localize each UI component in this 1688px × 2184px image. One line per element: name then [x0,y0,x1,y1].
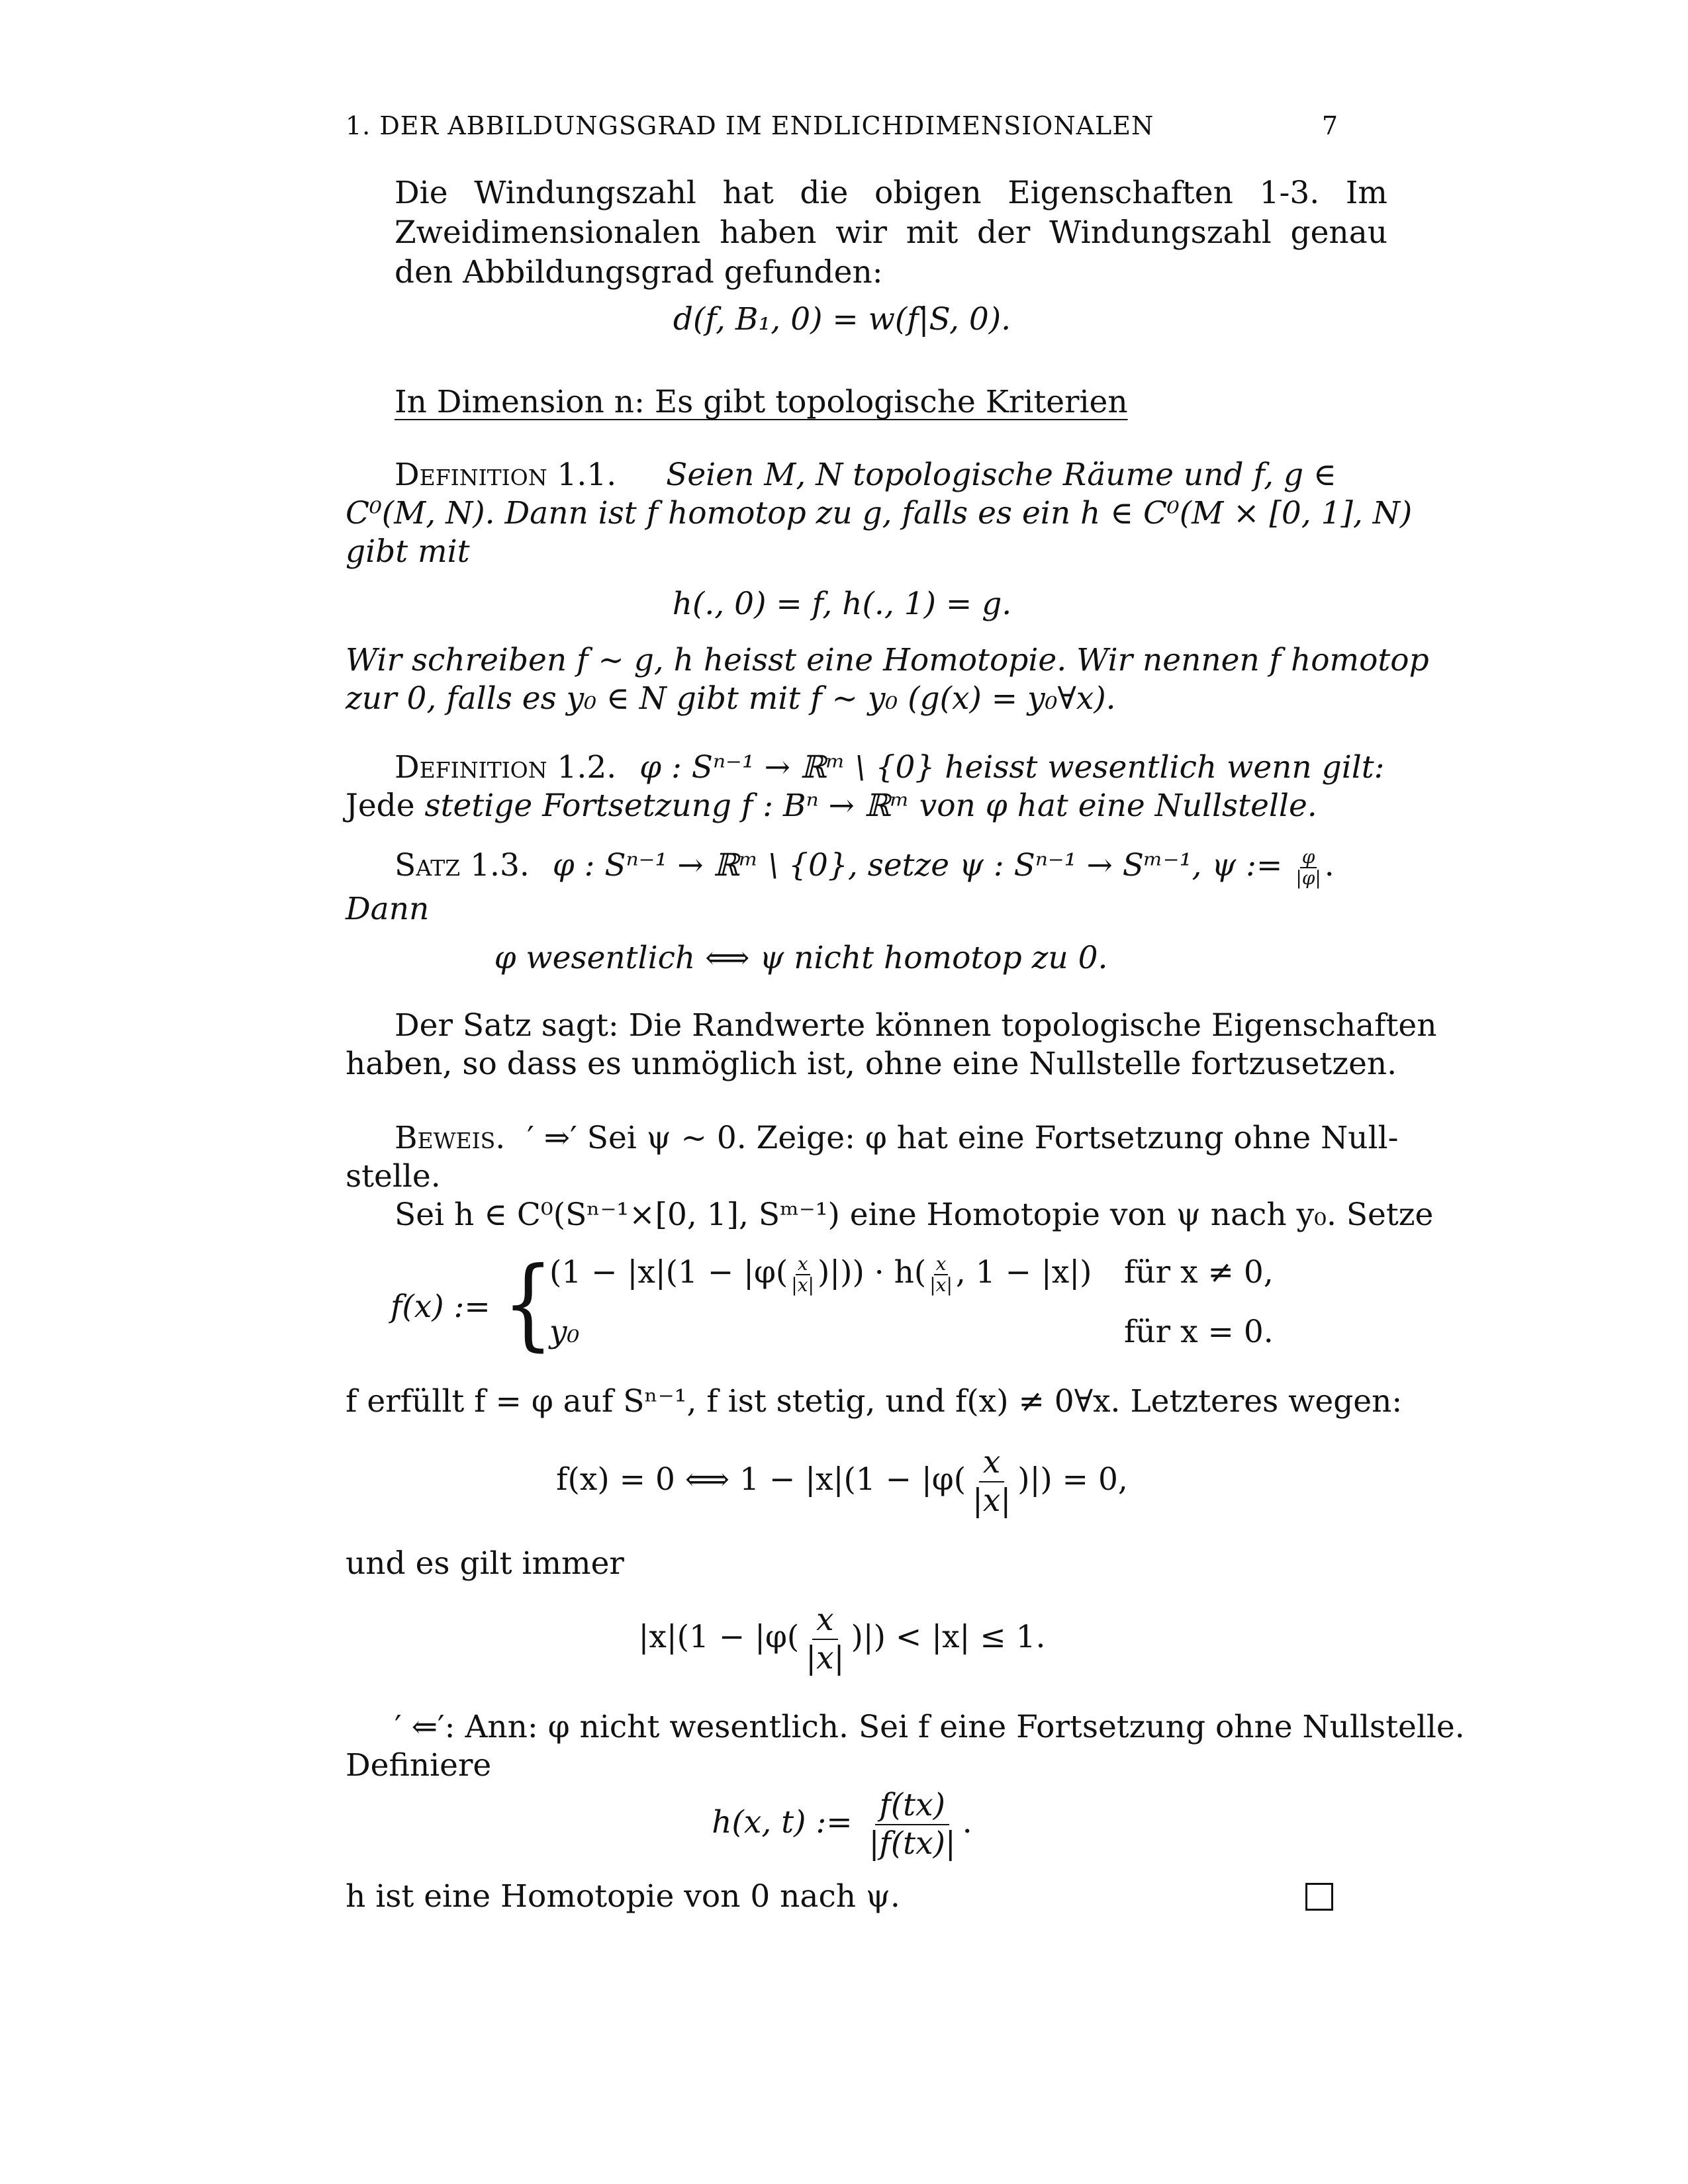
case1-frac2-num: x [934,1254,949,1275]
piecewise-definition [391,1246,1317,1367]
satz-1-3-fraction [1293,847,1323,888]
satz-1-3-equation: φ wesentlich ⟺ ψ nicht homotop zu 0. [494,940,1108,976]
section-heading-text: In Dimension n: Es gibt topologische Kriterien [395,384,1128,420]
definition-1-1-first-line [395,457,1387,493]
proof-equation-1 [346,1444,1338,1520]
definition-1-1-after1: Wir schreiben f ∼ g, h heisst eine Homotopie. Wir nennen f homotop [346,642,1429,678]
satz-1-3-line1: φ : Sⁿ⁻¹ → ℝᵐ \ {0}, setze ψ : Sⁿ⁻¹ → Sᵐ⁻¹, ψ := [552,847,1283,884]
satz-1-3-first-line [395,847,1387,888]
proof-equation-2 [346,1602,1338,1677]
eq2-frac-den: |x| [806,1640,845,1676]
case2-condition: für x = 0. [1124,1314,1274,1350]
case1-expr-c: , 1 − |x|) [955,1254,1092,1291]
eq1-frac-num: x [979,1444,1005,1482]
satz-1-3-label: Satz 1.3. [395,847,530,884]
eq2-frac-num: x [812,1602,838,1640]
case1-expr-a: (1 − |x|(1 − |φ( [549,1254,788,1291]
remark-line1: Der Satz sagt: Die Randwerte können topologische Eigenschaften [395,1007,1437,1044]
satz-1-3-frac-num: φ [1300,847,1317,868]
definition-1-1-label: Definition 1.1. [395,457,617,493]
eq1-b: )|) = 0, [1017,1461,1128,1498]
definition-1-1-line2: C⁰(M, N). Dann ist f homotop zu g, falls es ein h ∈ C⁰(M × [0, 1], N) [346,495,1413,531]
proof-line6: ′ ⇐′: Ann: φ nicht wesentlich. Sei f eine Fortsetzung ohne Nullstelle. [395,1709,1465,1745]
satz-1-3-frac-den: |φ| [1295,867,1321,889]
cases-lhs: f(x) := [391,1289,491,1325]
running-header [346,111,1338,140]
definition-1-2-line2-a: Jede [346,788,425,824]
proof-first-line [395,1120,1399,1156]
satz-1-3-line2: Dann [346,891,430,927]
remark-line2: haben, so dass es unmöglich ist, ohne eine Nullstelle fortzusetzen. [346,1046,1397,1082]
proof-equation-3 [346,1787,1338,1862]
definition-1-1-after2: zur 0, falls es y₀ ∈ N gibt mit f ∼ y₀ (g(x) = y₀∀x). [346,680,1116,717]
case1-frac1-num: x [796,1254,810,1275]
definition-1-1-line3: gibt mit [346,533,470,570]
eq3-frac-den: |f(tx)| [868,1825,956,1862]
case1-condition: für x ≠ 0, [1124,1254,1274,1291]
eq2-b: )|) < |x| ≤ 1. [851,1619,1046,1655]
qed-box-icon [1305,1883,1333,1911]
proof-line4: f erfüllt f = φ auf Sⁿ⁻¹, f ist stetig, und f(x) ≠ 0∀x. Letzteres wegen: [346,1383,1403,1420]
definition-1-2-first-line [395,749,1387,786]
case2-expression: y₀ [549,1314,580,1350]
proof-line8: h ist eine Homotopie von 0 nach ψ. [346,1878,900,1915]
section-heading [395,384,1387,420]
satz-1-3-line1-end: . [1324,847,1335,884]
proof-line2: stelle. [346,1158,441,1195]
running-title: 1. DER ABBILDUNGSGRAD IM ENDLICHDIMENSIONALEN [346,111,1154,140]
case1-expression [549,1254,1092,1295]
definition-1-1-line1: Seien M, N topologische Räume und f, g ∈ [666,457,1336,493]
eq1-frac-den: |x| [972,1482,1011,1519]
page-number: 7 [1321,111,1338,140]
left-brace: { [502,1246,553,1361]
case1-fraction-2 [927,1254,955,1295]
case1-frac2-den: |x| [929,1274,953,1296]
proof-line5: und es gilt immer [346,1545,624,1582]
case1-expr-b: )|)) · h( [817,1254,927,1291]
eq2-a: |x|(1 − |φ( [638,1619,800,1655]
eq3-frac-num: f(tx) [875,1787,949,1825]
proof-line3: Sei h ∈ C⁰(Sⁿ⁻¹×[0, 1], Sᵐ⁻¹) eine Homotopie von ψ nach y₀. Setze [395,1197,1434,1233]
eq1-fraction [968,1444,1015,1520]
proof-line7: Definiere [346,1747,492,1784]
eq2-fraction [802,1602,848,1677]
intro-paragraph: Die Windungszahl hat die obigen Eigenschaften 1-3. Im Zweidimensionalen haben wir mit der Windungszahl genau den Abbildungsgrad gefunden: [395,175,1387,291]
definition-1-2-label: Definition 1.2. [395,749,617,786]
proof-label: Beweis. [395,1120,506,1156]
definition-1-2-line2-b: stetige Fortsetzung f : Bⁿ → ℝᵐ von φ hat eine Nullstelle. [424,788,1317,824]
intro-equation: d(f, B₁, 0) = w(f|S, 0). [673,301,1011,338]
eq3-end: . [962,1804,972,1841]
definition-1-2-second-line [346,788,1338,824]
proof-line1: ′ ⇒′ Sei ψ ∼ 0. Zeige: φ hat eine Fortsetzung ohne Null- [527,1120,1399,1156]
case1-frac1-den: |x| [791,1274,814,1296]
definition-1-2-line1: φ : Sⁿ⁻¹ → ℝᵐ \ {0} heisst wesentlich wenn gilt: [639,749,1385,786]
definition-1-1-equation: h(., 0) = f, h(., 1) = g. [672,586,1012,622]
eq1-a: f(x) = 0 ⟺ 1 − |x|(1 − |φ( [556,1461,966,1498]
eq3-fraction [865,1787,960,1862]
case1-fraction-1 [789,1254,816,1295]
eq3-lhs: h(x, t) := [712,1804,853,1841]
